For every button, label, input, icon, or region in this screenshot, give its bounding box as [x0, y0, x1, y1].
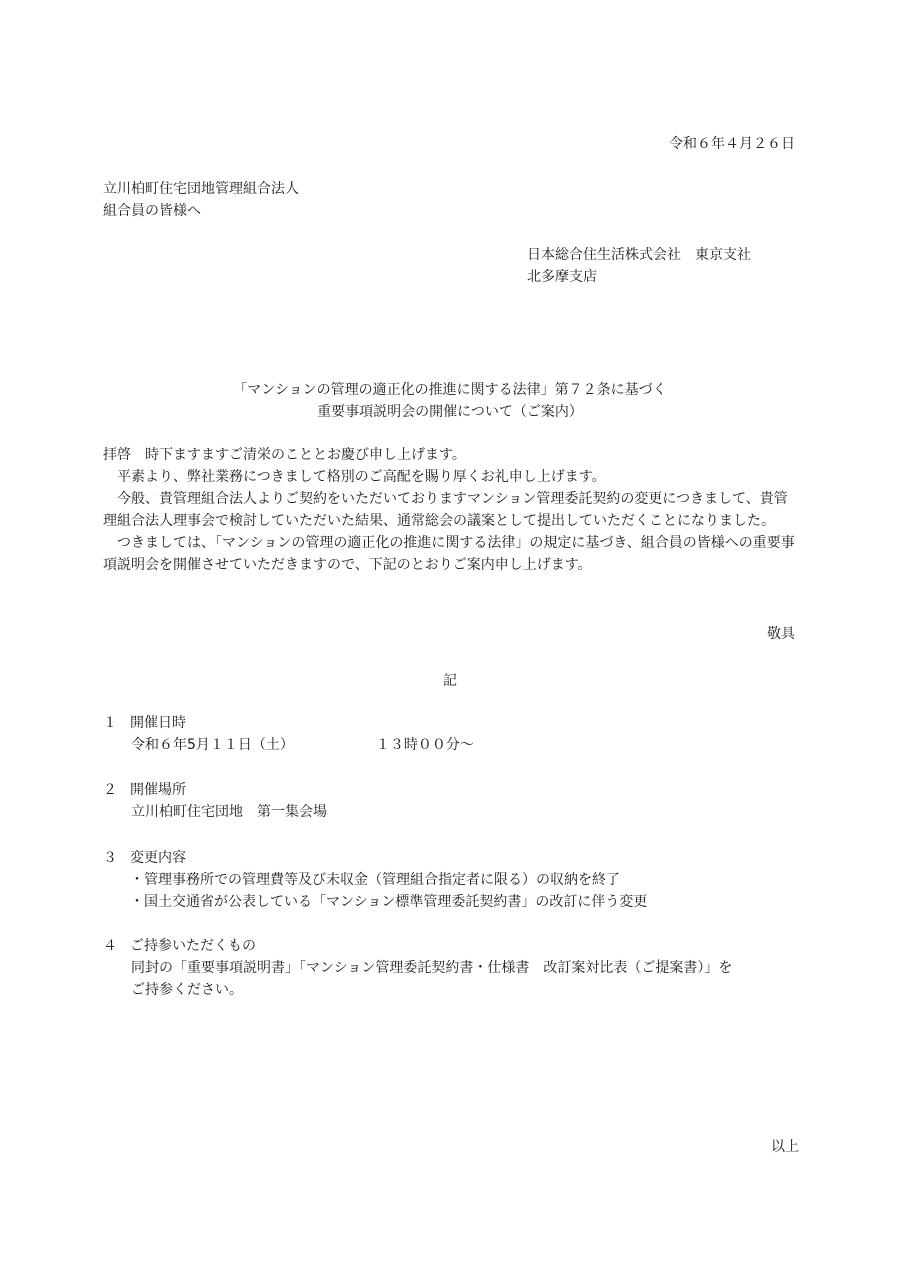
document-title-line1: 「マンションの管理の適正化の推進に関する法律」第７２条に基づく [233, 382, 667, 398]
change-bullet-2: ・国土交通省が公表している「マンション標準管理委託契約書」の改訂に伴う変更 [130, 894, 648, 910]
ki-heading: 記 [443, 673, 457, 689]
announcement-paragraph: つきましては、「マンションの管理の適正化の推進に関する法律」の規定に基づき、組合員の皆様への重要事項説明会を開催させていただきますので、下記のとおりご案内申し上げます。 [103, 535, 795, 573]
item-schedule [103, 712, 474, 756]
sender-branch: 北多摩支店 [527, 269, 597, 285]
item-heading: 変更内容 [130, 850, 186, 866]
item-bring [103, 935, 732, 1001]
meeting-date: 令和６年5月１１日（土） [131, 737, 294, 753]
item-venue [103, 779, 327, 823]
meeting-time: １３時００分～ [375, 737, 474, 753]
item-heading: ご持参いただくもの [130, 938, 256, 954]
sender-company: 日本総合住生活株式会社 東京支社 [527, 247, 751, 263]
item-number: ２ [103, 782, 117, 798]
venue-detail: 立川柏町住宅団地 第一集会場 [131, 804, 327, 820]
document-title-line2: 重要事項説明会の開催について（ご案内） [317, 404, 583, 420]
sender-block [527, 244, 751, 288]
background-paragraph: 今般、貴管理組合法人よりご契約をいただいておりますマンション管理委託契約の変更につきまして、貴管理組合法人理事会で検討していただいた結果、通常総会の議案として提出していただくことになりました。 [103, 491, 788, 529]
item-number: ４ [103, 938, 117, 954]
document-date: 令和６年４月２６日 [669, 136, 795, 152]
letter-body [103, 444, 798, 576]
bring-detail-2: ご持参ください。 [131, 982, 243, 998]
greeting-paragraph: 拝啓 時下ますますご清栄のこととお慶び申し上げます。 [103, 447, 466, 463]
closing-word: 敬具 [767, 626, 795, 642]
recipient-audience: 組合員の皆様へ [103, 203, 201, 219]
end-mark: 以上 [771, 1139, 799, 1155]
recipient-block [103, 178, 299, 222]
item-heading: 開催日時 [130, 715, 186, 731]
item-changes [103, 847, 647, 913]
item-heading: 開催場所 [130, 782, 186, 798]
bring-detail-1: 同封の「重要事項説明書」「マンション管理委託契約書・仕様書 改訂案対比表（ご提案書）」を [131, 960, 733, 976]
change-bullet-1: ・管理事務所での管理費等及び未収金（管理組合指定者に限る）の収納を終了 [130, 872, 620, 888]
item-number: １ [103, 715, 117, 731]
item-number: ３ [103, 850, 117, 866]
thanks-paragraph: 平素より、弊社業務につきまして格別のご高配を賜り厚くお礼申し上げます。 [117, 469, 606, 485]
recipient-organization: 立川柏町住宅団地管理組合法人 [103, 181, 299, 197]
